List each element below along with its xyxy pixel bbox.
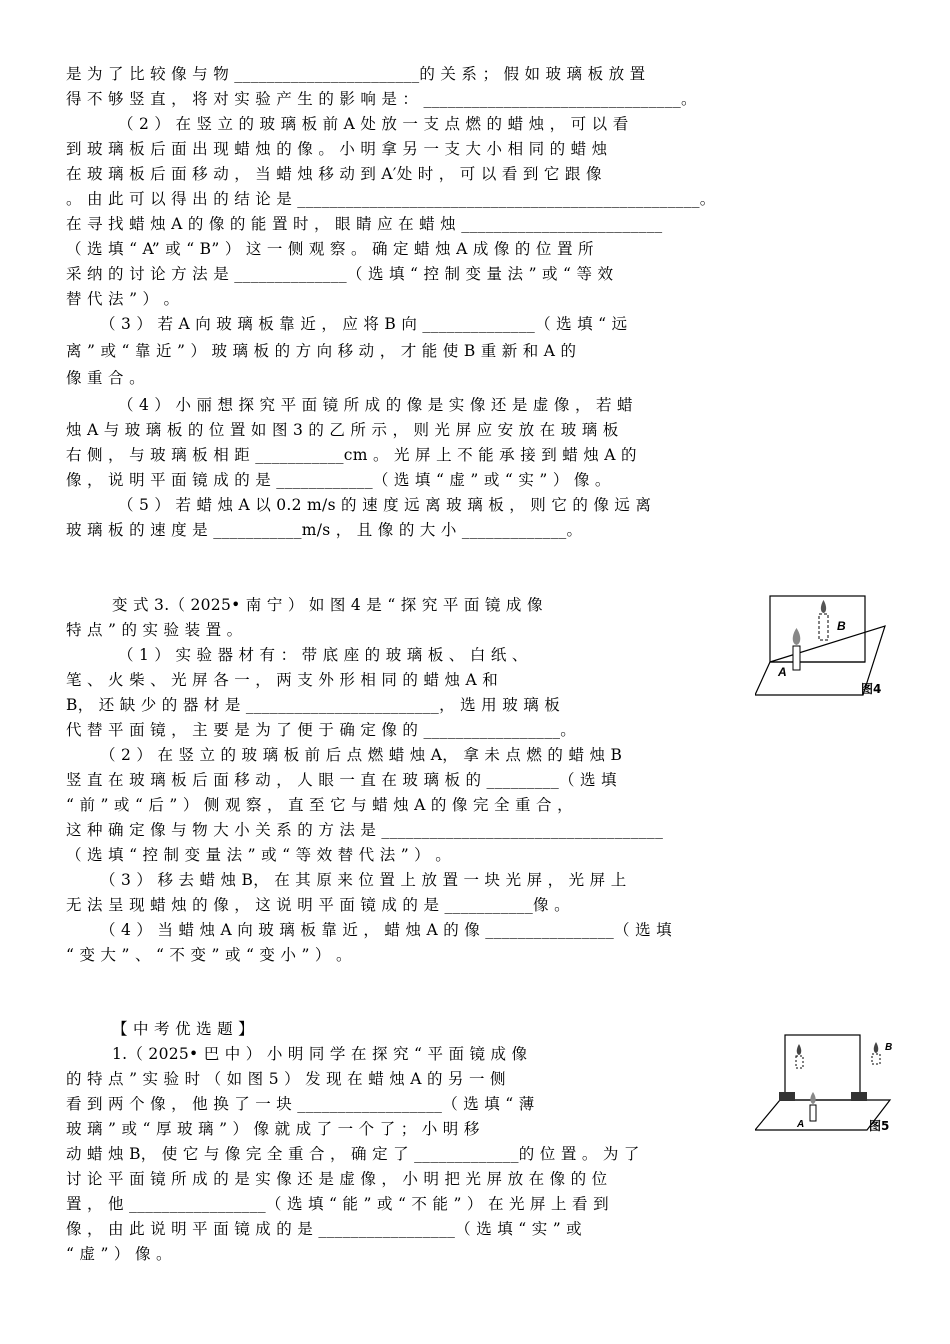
text-line: 置 ， 他 _________________（ 选 填 “ 能 ” 或 “ 不 能 ” ） 在 光 屏 上 看 到 (66, 1195, 609, 1213)
text-line: “ 变 大 ” 、 “ 不 变 ” 或 “ 变 小 ” ） 。 (66, 946, 352, 964)
figure-5-label-a: A (797, 1119, 805, 1130)
text-line: 的 特 点 ” 实 验 时 （ 如 图 5 ） 发 现 在 蜡 烛 A 的 另 一 侧 (66, 1070, 506, 1088)
text-line: 像 ， 说 明 平 面 镜 成 的 是 ____________（ 选 填 “ 虚 ” 或 “ 实 ” ） 像 。 (66, 471, 611, 489)
text-line: （ 2 ） 在 竖 立 的 玻 璃 板 前 A 处 放 一 支 点 燃 的 蜡 烛 ， 可 以 看 (118, 115, 629, 133)
text-line: （ 4 ） 小 丽 想 探 究 平 面 镜 所 成 的 像 是 实 像 还 是 虚 像 ， 若 蜡 (118, 396, 633, 414)
figure-4-label-b: B (837, 619, 846, 633)
text-line: （ 4 ） 当 蜡 烛 A 向 玻 璃 板 靠 近 ， 蜡 烛 A 的 像 ________________（ 选 填 (100, 921, 672, 939)
text-line: 在 玻 璃 板 后 面 移 动 ， 当 蜡 烛 移 动 到 A′处 时 ， 可 以 看 到 它 跟 像 (66, 165, 602, 183)
figure-5 (755, 1030, 895, 1135)
text-line: 得 不 够 竖 直 ， 将 对 实 验 产 生 的 影 响 是 ： ________________________________。 (66, 90, 697, 108)
text-line: 特 点 ” 的 实 验 装 置 。 (66, 621, 243, 639)
text-line: 采 纳 的 讨 论 方 法 是 ______________（ 选 填 “ 控 制 变 量 法 ” 或 “ 等 效 (66, 265, 614, 283)
text-line: 。 由 此 可 以 得 出 的 结 论 是 __________________________________________________。 (66, 190, 716, 208)
text-line: 玻 璃 板 的 速 度 是 ___________m/s ， 且 像 的 大 小 _____________。 (66, 521, 583, 539)
text-line: （ 3 ） 若 A 向 玻 璃 板 靠 近 ， 应 将 B 向 ______________（ 选 填 “ 远 (100, 315, 628, 333)
text-line: 烛 A 与 玻 璃 板 的 位 置 如 图 3 的 乙 所 示 ， 则 光 屏 应 安 放 在 玻 璃 板 (66, 421, 619, 439)
figure-4-label-a: A (778, 665, 787, 679)
text-line: 无 法 呈 现 蜡 烛 的 像 ， 这 说 明 平 面 镜 成 的 是 ___________像 。 (66, 896, 570, 914)
text-line: 玻 璃 ” 或 “ 厚 玻 璃 ” ） 像 就 成 了 一 个 了 ； 小 明 移 (66, 1120, 480, 1138)
text-line: 右 侧 ， 与 玻 璃 板 相 距 ___________cm 。 光 屏 上 不 能 承 接 到 蜡 烛 A 的 (66, 446, 637, 464)
text-line: 像 ， 由 此 说 明 平 面 镜 成 的 是 _________________（ 选 填 “ 实 ” 或 (66, 1220, 582, 1238)
text-line: 到 玻 璃 板 后 面 出 现 蜡 烛 的 像 。 小 明 拿 另 一 支 大 小 相 同 的 蜡 烛 (66, 140, 608, 158)
figure-5-caption: 图5 (869, 1119, 890, 1133)
text-line: B， 还 缺 少 的 器 材 是 ________________________， 选 用 玻 璃 板 (66, 696, 561, 714)
text-line: 在 寻 找 蜡 烛 A 的 像 的 能 置 时 ， 眼 睛 应 在 蜡 烛 _________________________ (66, 215, 663, 233)
text-line: （ 5 ） 若 蜡 烛 A 以 0.2 m/s 的 速 度 远 离 玻 璃 板 ， 则 它 的 像 远 离 (118, 496, 652, 514)
text-line: “ 前 ” 或 “ 后 ” ） 侧 观 察 ， 直 至 它 与 蜡 烛 A 的 像 完 全 重 合 ， (66, 796, 573, 814)
figure-4 (755, 590, 895, 700)
text-line: 这 种 确 定 像 与 物 大 小 关 系 的 方 法 是 ___________________________________ (66, 821, 664, 839)
question-title: 1.（ 2025• 巴 中 ） 小 明 同 学 在 探 究 “ 平 面 镜 成 像 (112, 1045, 528, 1063)
section-heading: 【 中 考 优 选 题 】 (112, 1020, 254, 1038)
question-title: 变 式 3.（ 2025• 南 宁 ） 如 图 4 是 “ 探 究 平 面 镜 成 像 (112, 596, 543, 614)
text-line: 离 ” 或 “ 靠 近 ” ） 玻 璃 板 的 方 向 移 动 ， 才 能 使 B 重 新 和 A 的 (66, 342, 577, 360)
text-line: “ 虚 ” ） 像 。 (66, 1245, 172, 1263)
figure-5-label-b: B (885, 1042, 893, 1053)
figure-4-caption: 图4 (861, 682, 882, 696)
text-line: （ 2 ） 在 竖 立 的 玻 璃 板 前 后 点 燃 蜡 烛 A， 拿 未 点 燃 的 蜡 烛 B (100, 746, 623, 764)
text-line: 笔 、 火 柴 、 光 屏 各 一 ， 两 支 外 形 相 同 的 蜡 烛 A 和 (66, 671, 499, 689)
text-line: （ 1 ） 实 验 器 材 有 ： 带 底 座 的 玻 璃 板 、 白 纸 、 (118, 646, 528, 664)
text-line: 竖 直 在 玻 璃 板 后 面 移 动 ， 人 眼 一 直 在 玻 璃 板 的 _________（ 选 填 (66, 771, 617, 789)
text-line: 是 为 了 比 较 像 与 物 _______________________的 关 系 ； 假 如 玻 璃 板 放 置 (66, 65, 646, 83)
text-line: （ 选 填 “ A” 或 “ B” ） 这 一 侧 观 察 。 确 定 蜡 烛 A 成 像 的 位 置 所 (66, 240, 594, 258)
text-line: 动 蜡 烛 B， 使 它 与 像 完 全 重 合 ， 确 定 了 _____________的 位 置 。 为 了 (66, 1145, 640, 1163)
text-line: （ 3 ） 移 去 蜡 烛 B， 在 其 原 来 位 置 上 放 置 一 块 光 屏 ， 光 屏 上 (100, 871, 627, 889)
text-line: 像 重 合 。 (66, 369, 145, 387)
text-line: 讨 论 平 面 镜 所 成 的 是 实 像 还 是 虚 像 ， 小 明 把 光 屏 放 在 像 的 位 (66, 1170, 608, 1188)
text-line: 代 替 平 面 镜 ， 主 要 是 为 了 便 于 确 定 像 的 _________________。 (66, 721, 577, 739)
text-line: 替 代 法 ” ） 。 (66, 290, 180, 308)
text-line: （ 选 填 “ 控 制 变 量 法 ” 或 “ 等 效 替 代 法 ” ） 。 (66, 846, 452, 864)
text-line: 看 到 两 个 像 ， 他 换 了 一 块 __________________（ 选 填 “ 薄 (66, 1095, 535, 1113)
